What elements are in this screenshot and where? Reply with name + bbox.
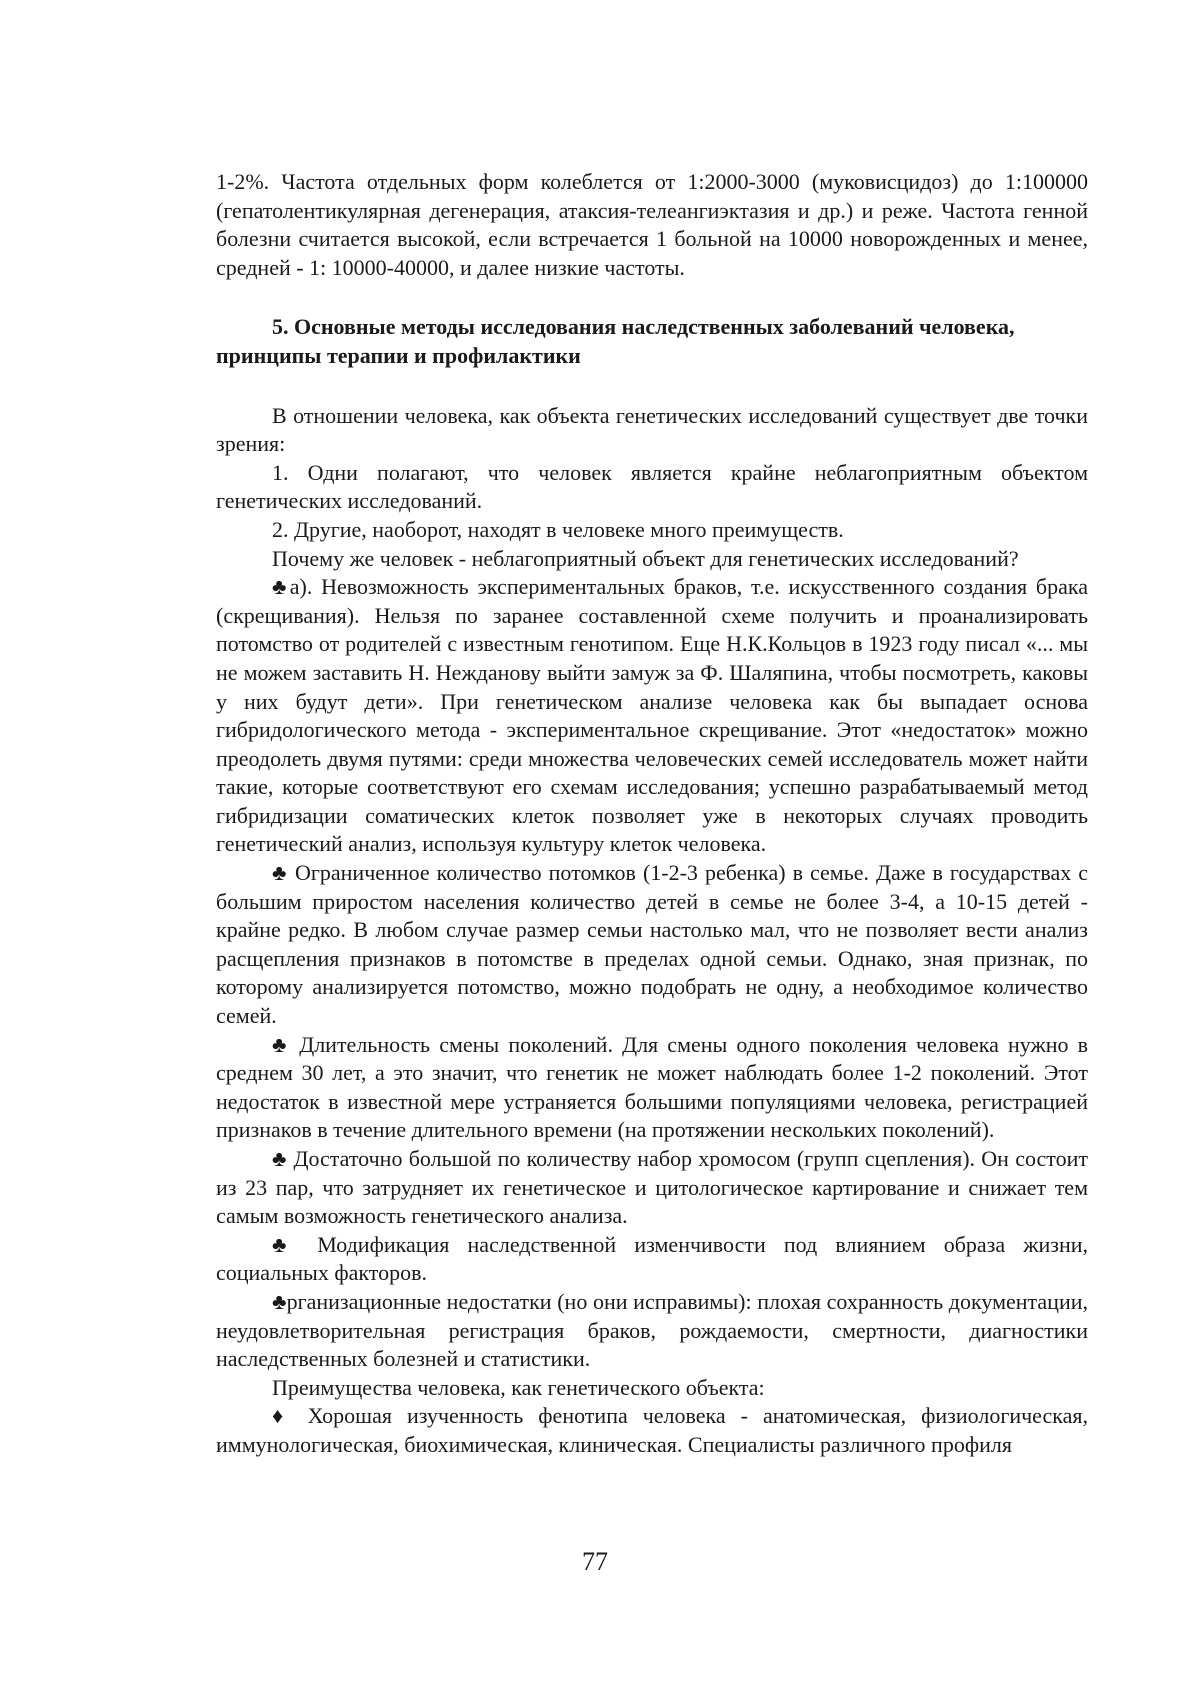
paragraph-question: Почему же человек - неблагоприятный объект для генетических исследований? [272,545,1019,571]
paragraph-modification: ♣ Модификация наследственной изменчивости под влиянием образа жизни, социальных факторов. [216,1231,1088,1286]
spacer [216,282,1088,313]
paragraph-experimental-marriages: ♣а). Невозможность экспериментальных браков, т.е. искусственного создания брака (скрещивания). Нельзя по заранее составленной схеме получить и проанализировать потомство от родителей с известным генотипом. Еще Н.К.Кольцов в 1923 году писал «... мы не можем заставить Н. Нежданову выйти замуж за Ф. Шаляпина, чтобы посмотреть, каковы у них будут дети». При генетическом анализе человека как бы выпадает основа гибридологического метода - экспериментальное скрещивание. Этот «недостаток» можно преодолеть двумя путями: среди множества человеческих семей исследователь может найти такие, которые соответствуют его схемам исследования; успешно разрабатываемый метод гибридизации соматических клеток позволяет уже в некоторых случаях проводить генетический анализ, используя культуру клеток человека. [216,574,1088,857]
paragraph-viewpoints: В отношении человека, как объекта генетических исследований существует две точки зрения: [216,402,1088,457]
paragraph-viewpoint-2: 2. Другие, наоборот, находят в человеке много преимуществ. [272,516,844,542]
paragraph-limited-offspring: ♣ Ограниченное количество потомков (1-2-3 ребенка) в семье. Даже в государствах с большим приростом населения количество детей в семье не более 3-4, а 10-15 детей - крайне редко. В любом случае размер семьи настолько мал, что не позволяет вести анализ расщепления признаков в потомстве в пределах одной семьи. Однако, зная признак, по которому анализируется потомство, можно подобрать не одну, а необходимое количество семей. [216,860,1088,1029]
paragraph-chromosome-set: ♣ Достаточно большой по количеству набор хромосом (групп сцепления). Он состоит из 23 пар, что затрудняет их генетическое и цитологическое картирование и снижает тем самым возможность генетического анализа. [216,1146,1088,1229]
spacer [216,371,1088,402]
paragraph-viewpoint-1: 1. Одни полагают, что человек является крайне неблагоприятным объектом генетических исследований. [216,459,1088,514]
page-body [216,168,1088,1460]
section-heading: 5. Основные методы исследования наследственных заболеваний человека, принципы терапии и профилактики [216,314,1015,368]
paragraph-generation-length: ♣ Длительность смены поколений. Для смены одного поколения человека нужно в среднем 30 лет, а это значит, что генетик не может наблюдать более 1-2 поколений. Этот недостаток в известной мере устраняется большими популяциями человека, регистрацией признаков в течение длительного времени (на протяжении нескольких поколений). [216,1031,1088,1143]
paragraph-phenotype: ♦ Хорошая изученность фенотипа человека - анатомическая, физиологическая, иммунологическая, биохимическая, клиническая. Специалисты различного профиля [216,1403,1088,1457]
intro-paragraph: 1-2%. Частота отдельных форм колеблется от 1:2000-3000 (муковисцидоз) до 1:100000 (гепатолентикулярная дегенерация, атаксия-телеангиэктазия и др.) и реже. Частота генной болезни считается высокой, если встречается 1 больной на 10000 новорожденных и менее, средней - 1: 10000-40000, и далее низкие частоты. [216,169,1088,280]
paragraph-organizational: ♣рганизационные недостатки (но они исправимы): плохая сохранность документации, неудовлетворительная регистрация браков, рождаемости, смертности, диагностики наследственных болезней и статистики. [216,1288,1088,1372]
page-number: 77 [582,1547,608,1576]
paragraph-advantages-heading: Преимущества человека, как генетического объекта: [272,1374,765,1400]
